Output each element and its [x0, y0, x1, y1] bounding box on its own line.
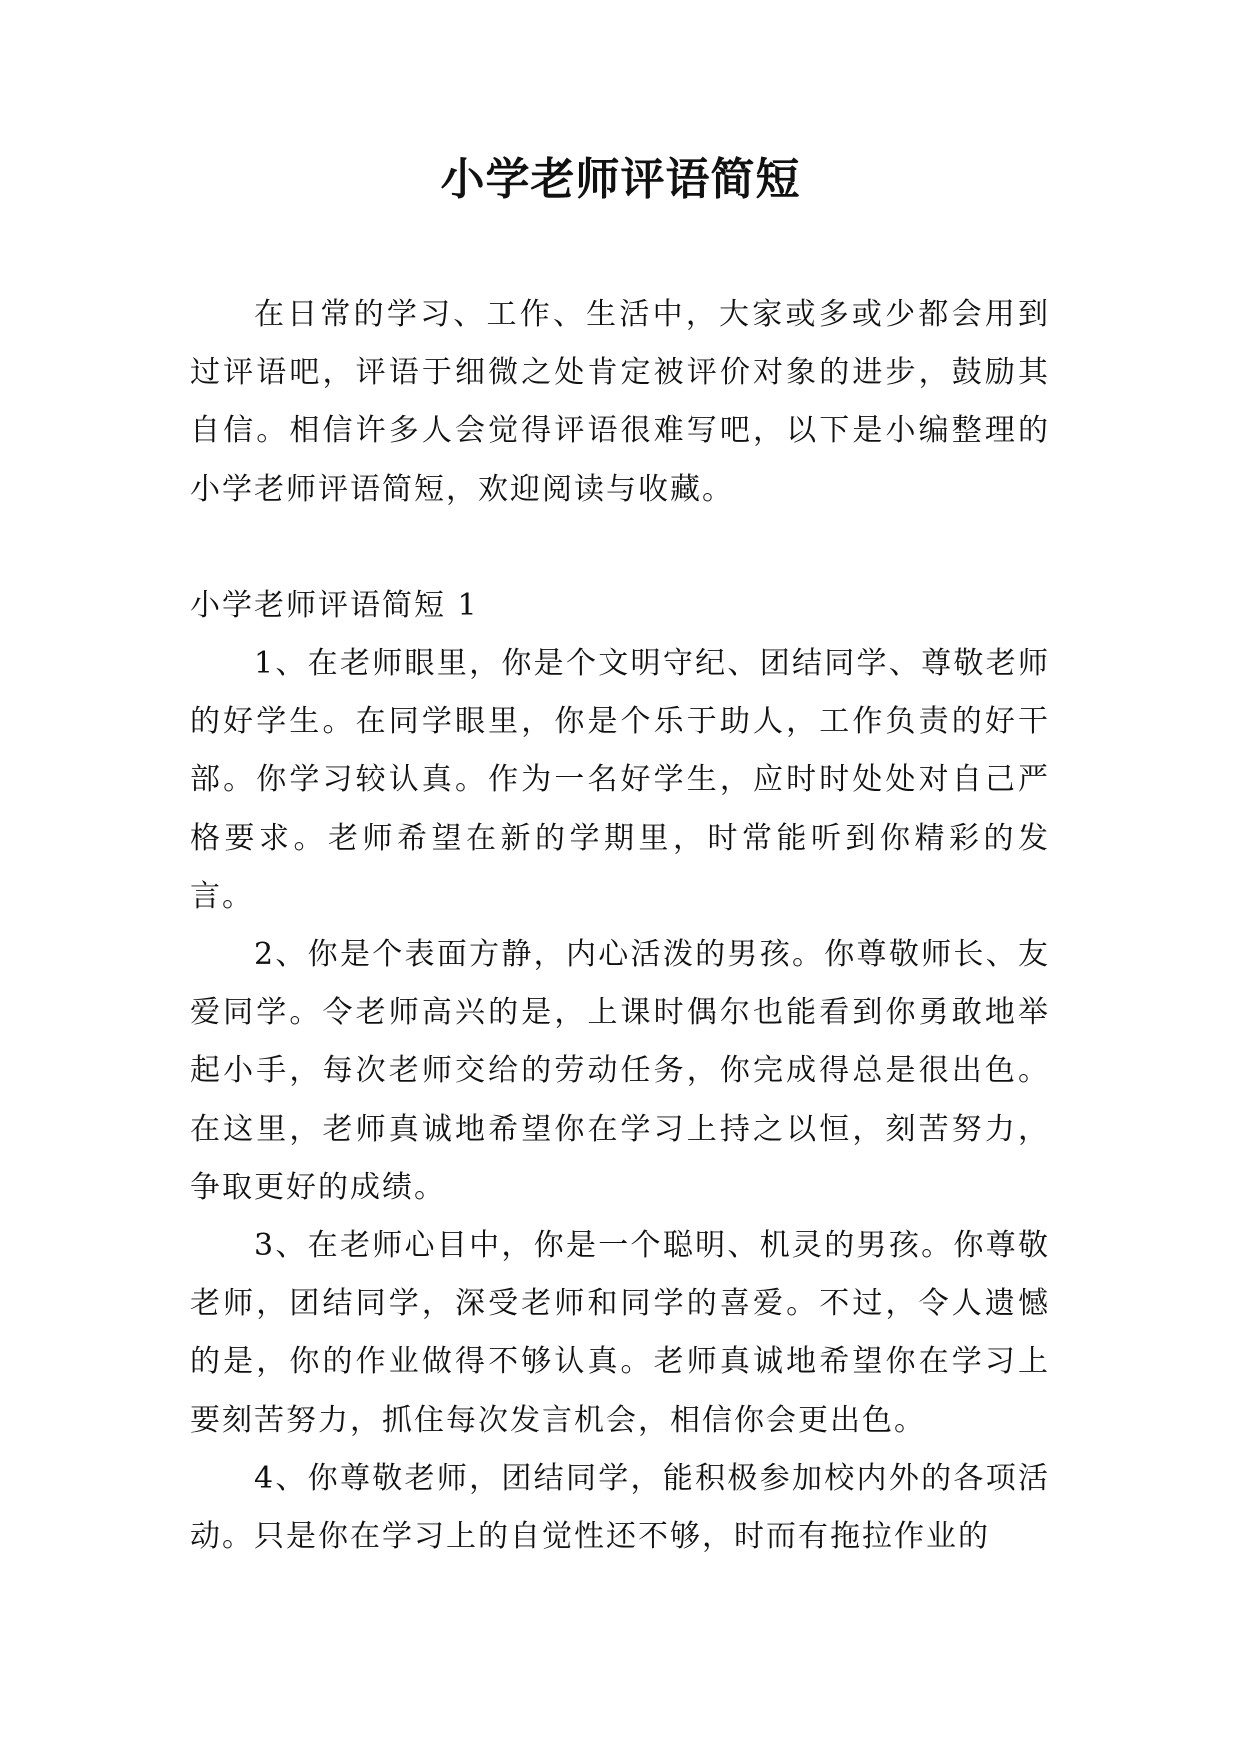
- section-heading: 小学老师评语简短 1: [190, 587, 479, 623]
- comment-item-4: 4、你尊敬老师，团结同学，能积极参加校内外的各项活动。只是你在学习上的自觉性还不够，时而有拖拉作业的: [190, 1460, 1050, 1555]
- document-title: 小学老师评语简短: [440, 154, 801, 205]
- comment-item-1: 1、在老师眼里，你是个文明守纪、团结同学、尊敬老师的好学生。在同学眼里，你是个乐于助人，工作负责的好干部。你学习较认真。作为一名好学生，应时时处处对自己严格要求。老师希望在新的学期里，时常能听到你精彩的发言。: [190, 646, 1050, 914]
- comment-item-2: 2、你是个表面方静，内心活泼的男孩。你尊敬师长、友爱同学。令老师高兴的是，上课时偶尔也能看到你勇敢地举起小手，每次老师交给的劳动任务，你完成得总是很出色。在这里，老师真诚地希望你在学习上持之以恒，刻苦努力，争取更好的成绩。: [190, 937, 1050, 1205]
- document-body: [190, 286, 1050, 1566]
- intro-paragraph: 在日常的学习、工作、生活中，大家或多或少都会用到过评语吧，评语于细微之处肯定被评价对象的进步，鼓励其自信。相信许多人会觉得评语很难写吧，以下是小编整理的小学老师评语简短，欢迎阅读与收藏。: [190, 297, 1050, 507]
- comment-item-3: 3、在老师心目中，你是一个聪明、机灵的男孩。你尊敬老师，团结同学，深受老师和同学的喜爱。不过，令人遗憾的是，你的作业做得不够认真。老师真诚地希望你在学习上要刻苦努力，抓住每次发言机会，相信你会更出色。: [190, 1228, 1050, 1438]
